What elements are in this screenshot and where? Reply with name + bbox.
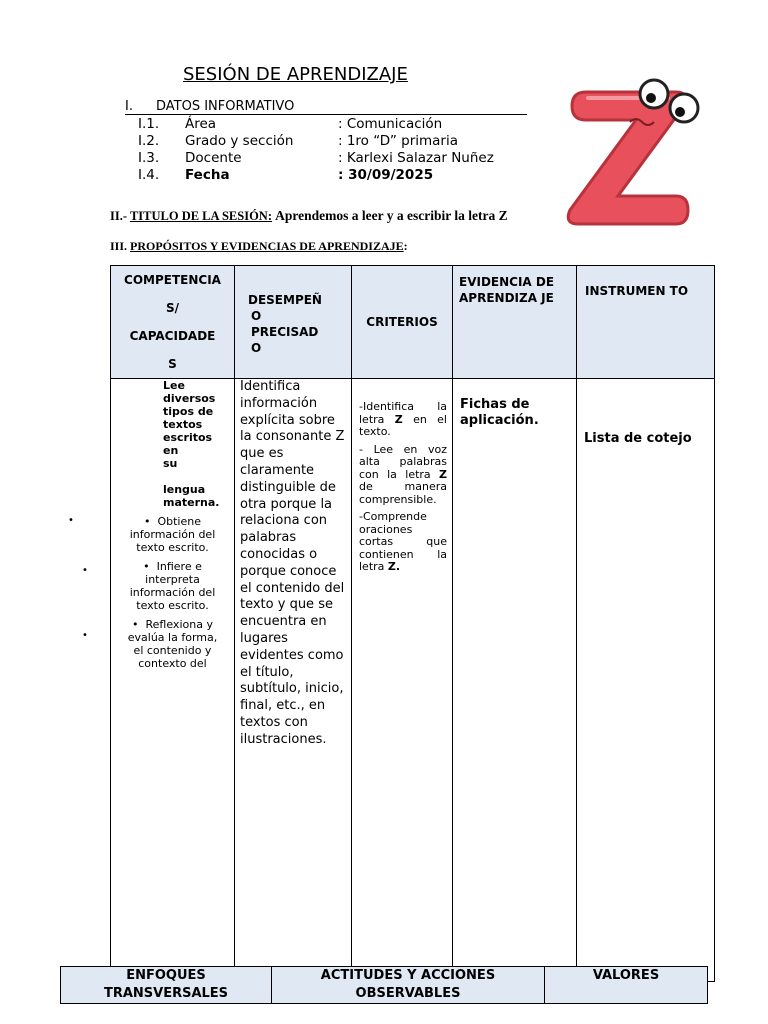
instrumento-text: Lista de cotejo bbox=[584, 431, 692, 446]
capacidad-item bbox=[117, 618, 228, 670]
bullet-icon: • bbox=[68, 515, 74, 526]
page-title: SESIÓN DE APRENDIZAJE bbox=[183, 64, 408, 85]
bullet-icon: • bbox=[132, 618, 146, 631]
comp-line: Lee bbox=[163, 379, 185, 392]
row-value: : Karlexi Salazar Nuñez bbox=[338, 150, 494, 166]
letter-z-icon bbox=[558, 70, 706, 230]
criterio-3 bbox=[359, 511, 447, 574]
bullet-icon: • bbox=[82, 630, 88, 641]
comp-line: tipos de bbox=[163, 405, 214, 418]
row-num: I.4. bbox=[138, 167, 160, 183]
desempeno-text: Identifica información explícita sobre la consonante Z que es claramente distinguible de otra porque la relaciona con palabras conocidas o porque conoce el contenido del texto y que se encuentra en lugares evidentes como el título, subtítulo, inicio, final, etc., en textos con ilustraciones. bbox=[240, 379, 345, 747]
header-instrumento bbox=[577, 266, 715, 379]
section-datos-informativos bbox=[125, 99, 527, 115]
cap-line: el contenido y bbox=[133, 644, 212, 657]
capacidad-item bbox=[117, 515, 228, 554]
criterio-text: en el texto. bbox=[359, 412, 447, 438]
criterio-text: de manera comprensible. bbox=[359, 480, 447, 506]
header-text: EVIDENCIA DE bbox=[459, 275, 555, 289]
header-text: PRECISAD bbox=[251, 325, 319, 339]
cap-line: texto escrito. bbox=[136, 541, 209, 554]
section3-prefix: III. bbox=[110, 239, 128, 253]
comp-line: lengua bbox=[163, 483, 206, 496]
header-text: ENFOQUES bbox=[126, 968, 206, 983]
letter-z-mascot bbox=[558, 70, 706, 230]
cell-competencias bbox=[111, 379, 235, 982]
section2-label: TITULO DE LA SESIÓN: bbox=[129, 209, 272, 223]
comp-line: materna. bbox=[163, 496, 220, 509]
criterio-bold: Z. bbox=[387, 560, 401, 573]
bullet-icon: • bbox=[143, 560, 157, 573]
criterio-bold: Z bbox=[439, 467, 447, 481]
propositos-table bbox=[110, 265, 715, 982]
header-evidencia bbox=[453, 266, 577, 379]
capacidad-item bbox=[117, 560, 228, 612]
cell-evidencia bbox=[453, 379, 577, 982]
row-num: I.3. bbox=[138, 150, 160, 166]
bullet-icon: • bbox=[143, 515, 158, 528]
cell-instrumento bbox=[577, 379, 715, 982]
header-text: COMPETENCIA bbox=[124, 273, 221, 287]
header-text: O bbox=[251, 341, 262, 355]
cap-line: Obtiene bbox=[157, 515, 201, 528]
comp-line: textos bbox=[163, 418, 203, 431]
cap-line: información del bbox=[129, 586, 216, 599]
header-text: CAPACIDADE bbox=[129, 329, 216, 343]
header-text: DESEMPEÑ bbox=[248, 293, 322, 307]
header-enfoques bbox=[61, 967, 272, 1004]
cap-line: interpreta bbox=[145, 573, 200, 586]
criterio-text: - Lee en voz alta palabras con la letra bbox=[359, 442, 447, 481]
comp-line: en bbox=[163, 444, 179, 457]
row-num: I.1. bbox=[138, 116, 160, 132]
row-num: I.2. bbox=[138, 133, 160, 149]
header-competencias bbox=[111, 266, 235, 379]
row-key: Fecha bbox=[185, 167, 230, 183]
cap-line: evalúa la forma, bbox=[127, 631, 218, 644]
cap-line: información del bbox=[129, 528, 216, 541]
header-text: OBSERVABLES bbox=[355, 986, 461, 1001]
cell-criterios bbox=[352, 379, 453, 982]
criterio-text: -Identifica la letra bbox=[359, 400, 447, 426]
section2-titulo bbox=[110, 208, 508, 224]
section2-prefix: II.- bbox=[110, 209, 128, 223]
comp-line: escritos bbox=[163, 431, 213, 444]
section1-heading-text: DATOS INFORMATIVO bbox=[156, 99, 295, 114]
section3-suffix: : bbox=[403, 239, 408, 253]
header-text: TRANSVERSALES bbox=[103, 986, 229, 1001]
criterio-bold: Z bbox=[394, 412, 403, 426]
header-text: S bbox=[168, 357, 177, 371]
header-text: S/ bbox=[165, 301, 180, 315]
section1-numeral: I. bbox=[125, 99, 133, 114]
comp-line: diversos bbox=[163, 392, 216, 405]
row-value: : 30/09/2025 bbox=[338, 167, 434, 183]
header-text: APRENDIZA JE bbox=[459, 291, 554, 305]
header-text: ACTITUDES Y ACCIONES bbox=[320, 968, 496, 983]
criterio-text: -Comprende oraciones cortas que contienen la letra bbox=[359, 510, 447, 573]
criterio-1 bbox=[359, 401, 447, 439]
datos-list bbox=[138, 116, 558, 186]
row-value: : Comunicación bbox=[338, 116, 443, 132]
row-value: : 1ro “D” primaria bbox=[338, 133, 458, 149]
section1-heading bbox=[125, 99, 527, 115]
header-desempeno bbox=[235, 266, 352, 379]
header-actitudes bbox=[272, 967, 545, 1004]
cap-line: texto escrito. bbox=[136, 599, 209, 612]
comp-line: su bbox=[163, 457, 178, 470]
comp-line bbox=[163, 470, 228, 483]
criterio-2 bbox=[359, 444, 447, 507]
header-valores: VALORES bbox=[545, 967, 708, 1004]
row-key: Grado y sección bbox=[185, 133, 294, 149]
cap-line: Reflexiona y bbox=[145, 618, 213, 631]
header-criterios: CRITERIOS bbox=[352, 266, 453, 379]
enfoques-table bbox=[60, 966, 708, 1004]
section3-propositos bbox=[110, 239, 408, 254]
row-key: Docente bbox=[185, 150, 242, 166]
section2-text: Aprendemos a leer y a escribir la letra Z bbox=[275, 208, 508, 223]
row-key: Área bbox=[185, 116, 217, 132]
cap-line: Infiere e bbox=[156, 560, 202, 573]
section3-label: PROPÓSITOS Y EVIDENCIAS DE APRENDIZAJE bbox=[130, 239, 404, 253]
header-text: O bbox=[251, 309, 262, 323]
cell-desempeno bbox=[235, 379, 352, 982]
bullet-icon: • bbox=[82, 565, 88, 576]
evidencia-text: Fichas de aplicación. bbox=[460, 397, 539, 428]
cap-line: contexto del bbox=[138, 657, 207, 670]
header-text: INSTRUMEN TO bbox=[585, 284, 689, 298]
